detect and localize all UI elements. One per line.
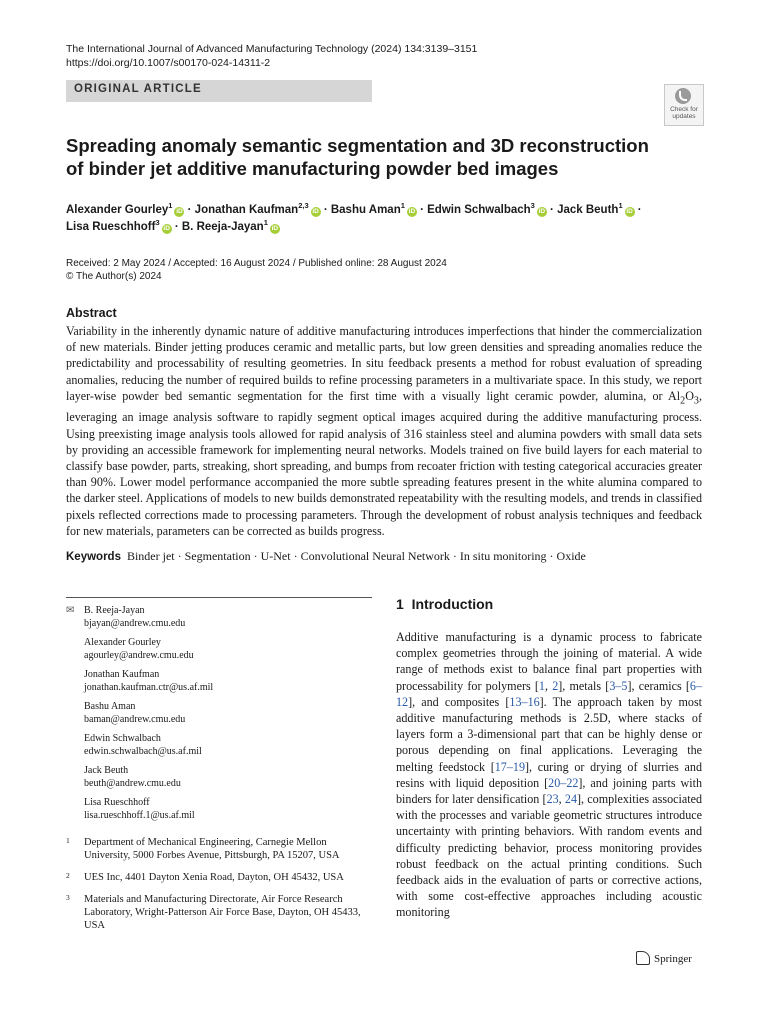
intro-text-run: ]. The approach taken by most additive manufacturing methods is 2.5D, where stacks of layers form a 3-dimensional part that can be highly dense or porous depending on final applications. Leveraging the melting feedstock [: [396, 694, 703, 774]
citation-link[interactable]: 3–5: [609, 678, 628, 693]
envelope-icon: ✉: [66, 605, 75, 616]
contact-email[interactable]: jonathan.kaufman.ctr@us.af.mil: [84, 681, 214, 693]
paper-title: Spreading anomaly semantic segmentation and 3D reconstruction of binder jet additive manufacturing powder bed images: [66, 135, 649, 179]
journal-citation: The International Journal of Advanced Manufacturing Technology (2024) 134:3139–3151: [66, 43, 478, 55]
contact-name: Lisa Rueschhoff: [84, 797, 150, 808]
author-affiliation-mark: 3: [155, 218, 160, 228]
author: [330, 201, 417, 216]
publication-dates: Received: 2 May 2024 / Accepted: 16 August 2024 / Published online: 28 August 2024: [66, 258, 447, 269]
check-updates-label: Check for updates: [670, 106, 698, 120]
contact-email[interactable]: beuth@andrew.cmu.edu: [84, 777, 181, 789]
contact-entry: [84, 637, 372, 662]
intro-text-run: ], ceramics [: [627, 678, 690, 693]
author-name: Jonathan Kaufman: [194, 204, 299, 216]
abstract-heading: Abstract: [66, 306, 117, 320]
doi-link[interactable]: https://doi.org/10.1007/s00170-024-14311-2: [66, 57, 271, 69]
author: [181, 218, 280, 233]
section-heading: 1 Introduction: [396, 596, 494, 612]
springer-horse-icon: [636, 951, 650, 965]
author: [66, 218, 172, 233]
contact-email[interactable]: bjayan@andrew.cmu.edu: [84, 617, 186, 629]
affiliations: [66, 836, 366, 941]
article-type-label: ORIGINAL ARTICLE: [74, 83, 202, 95]
contact-entry: [84, 605, 372, 630]
author-name: Alexander Gourley: [66, 204, 169, 216]
contact-email[interactable]: baman@andrew.cmu.edu: [84, 713, 186, 725]
author-affiliation-mark: 1: [400, 201, 405, 211]
orcid-icon[interactable]: iD: [271, 225, 279, 232]
orcid-icon[interactable]: iD: [538, 208, 546, 215]
publisher-logo: [636, 951, 692, 967]
contact-name: Edwin Schwalbach: [84, 733, 161, 744]
citation-link[interactable]: 6–12: [396, 678, 702, 709]
intro-text-run: ], metals [: [558, 678, 610, 693]
author-list: Alexander Gourley$^1$iD · Jonathan Kaufman$^{2,3}$iD · Bashu Aman$^1$iD · Edwin Schwalbach$^3$iD · Jack Beuth$^1$iD · Lisa Rueschhoff$^3$iD · B. Reeja-Jayan$^1$iD: [66, 201, 642, 233]
affiliation-entry: [66, 871, 366, 884]
author: [557, 201, 635, 216]
orcid-icon[interactable]: iD: [176, 208, 183, 215]
intro-text-run: ], and composites [: [408, 694, 510, 709]
affiliation-text: Department of Mechanical Engineering, Carnegie Mellon University, 5000 Forbes Avenue, Pittsburgh, PA 15207, USA: [84, 837, 340, 861]
contact-name: Jonathan Kaufman: [84, 669, 160, 680]
author-affiliation-mark: 1: [263, 218, 268, 228]
affiliation-text: Materials and Manufacturing Directorate, Air Force Research Laboratory, Wright-Patterson Air Force Base, Dayton, OH 45433, USA: [84, 894, 361, 931]
affiliation-number: 3: [66, 893, 70, 902]
author-affiliation-mark: 3: [530, 201, 535, 211]
abstract-text: Variability in the inherently dynamic nature of additive manufacturing introduces imperfections that hinder the commercialization of new materials. Binder jetting produces ceramic and metallic parts, but low green densities and spreading anomalies reduce the predictability and processability of resulting geometries. In situ feedback presents a method for robust evaluation of spreading anomalies, reducing the number of required builds to refine processing parameters in a multivariate space. In this study, we report layer-wise powder bed semantic segmentation for the first time with a visually light ceramic powder, alumina, or $Al_2O_3$, leveraging an image analysis software to rapidly segment optical images acquired during the additive manufacturing process. Using preexisting image analysis tools allowed for rapid analysis of 316 stainless steel and alumina powders with small data sets by providing an accessible framework for implementing neural networks. Models trained on five build layers for each material to classify base powder, parts, streaking, short spreading, and bumps from recoater friction with testing categorical accuracies greater than 90%. Lower model performance accompanied the more subtle spreading features present in the white alumina compared to the darker steel. Applications of models to new builds demonstrated repeatability with the resulting models, and trends in classified pixels reflected corrections made to processing parameters. Through the development of robust analysis techniques and feedback for new materials, parameters can be corrected as builds progress.: [66, 324, 702, 538]
author-affiliation-mark: 2,3: [298, 201, 309, 211]
intro-text-run: ], curing or drying of slurries and resins with liquid deposition [: [396, 759, 702, 790]
author-contacts: [66, 597, 372, 822]
check-for-updates-badge[interactable]: [664, 84, 704, 126]
affiliation-text: UES Inc, 4401 Dayton Xenia Road, Dayton, OH 45432, USA: [84, 872, 344, 883]
orcid-icon[interactable]: iD: [408, 208, 416, 215]
affiliation-entry: [66, 836, 366, 862]
copyright-notice: © The Author(s) 2024: [66, 271, 162, 282]
citation-link[interactable]: 23: [546, 792, 559, 807]
intro-text-run: ], complexities associated with the processes and variable geometric structures introduce uncertainty with printing behaviors. With random events and difficulty predicting behavior, process monitoring provides robust feedback on the actual printing conditions. Such feedback aids in the evaluation of parts or corrective actions, with some cost-effective approaches including acoustic monitoring: [396, 792, 703, 920]
check-updates-icon: [675, 88, 691, 104]
author: [194, 201, 321, 216]
citation-link[interactable]: 20–22: [548, 775, 579, 790]
contact-name: Jack Beuth: [84, 765, 129, 776]
author-name: Jack Beuth: [557, 204, 619, 216]
author-name: B. Reeja-Jayan: [181, 221, 264, 233]
intro-text-run: ,: [558, 792, 565, 807]
contact-name: Alexander Gourley: [84, 637, 161, 648]
keywords-list: Binder jet · Segmentation · U-Net · Convolutional Neural Network · In situ monitoring · Oxide: [126, 549, 586, 563]
author-name: Bashu Aman: [330, 204, 401, 216]
author: [427, 201, 547, 216]
intro-text-run: Additive manufacturing is a dynamic process to fabricate complex geometries through the joining of material. A wide range of methods exist to balance final part properties with processability for polymers [: [396, 630, 702, 693]
keywords: [66, 549, 706, 565]
article-type-banner: [66, 80, 372, 102]
orcid-icon[interactable]: iD: [163, 225, 170, 232]
affiliation-number: 2: [66, 871, 70, 880]
citation-link[interactable]: 17–19: [494, 759, 525, 774]
author: [66, 201, 184, 216]
keywords-heading: Keywords: [66, 551, 121, 563]
orcid-icon[interactable]: iD: [626, 208, 633, 215]
citation-link[interactable]: 13–16: [509, 694, 540, 709]
citation-link[interactable]: 1: [538, 678, 545, 693]
contact-name: B. Reeja-Jayan: [84, 605, 145, 616]
publisher-name: Springer: [654, 953, 692, 965]
citation-link[interactable]: 2: [552, 678, 559, 693]
contact-email[interactable]: edwin.schwalbach@us.af.mil: [84, 745, 202, 757]
contact-email[interactable]: lisa.rueschhoff.1@us.af.mil: [84, 809, 195, 821]
author-affiliation-mark: 1: [168, 201, 173, 211]
affiliation-number: 1: [66, 836, 70, 845]
author-name: Lisa Rueschhoff: [66, 221, 156, 233]
contact-entry: [84, 765, 372, 790]
author-name: Edwin Schwalbach: [427, 204, 531, 216]
citation-link[interactable]: 24: [564, 792, 578, 807]
orcid-icon[interactable]: iD: [312, 208, 319, 215]
affiliation-entry: [66, 893, 366, 932]
contact-name: Bashu Aman: [84, 701, 136, 712]
introduction-text: [396, 629, 702, 921]
contact-email[interactable]: agourley@andrew.cmu.edu: [84, 649, 194, 661]
author-affiliation-mark: 1: [618, 201, 623, 211]
contact-entry: [84, 797, 372, 822]
intro-text-run: ], and joining parts with binders for later densification [: [396, 775, 702, 807]
contact-entry: [84, 733, 372, 758]
contact-entry: [84, 669, 372, 694]
intro-text-run: ,: [544, 678, 553, 693]
contact-entry: [84, 701, 372, 726]
